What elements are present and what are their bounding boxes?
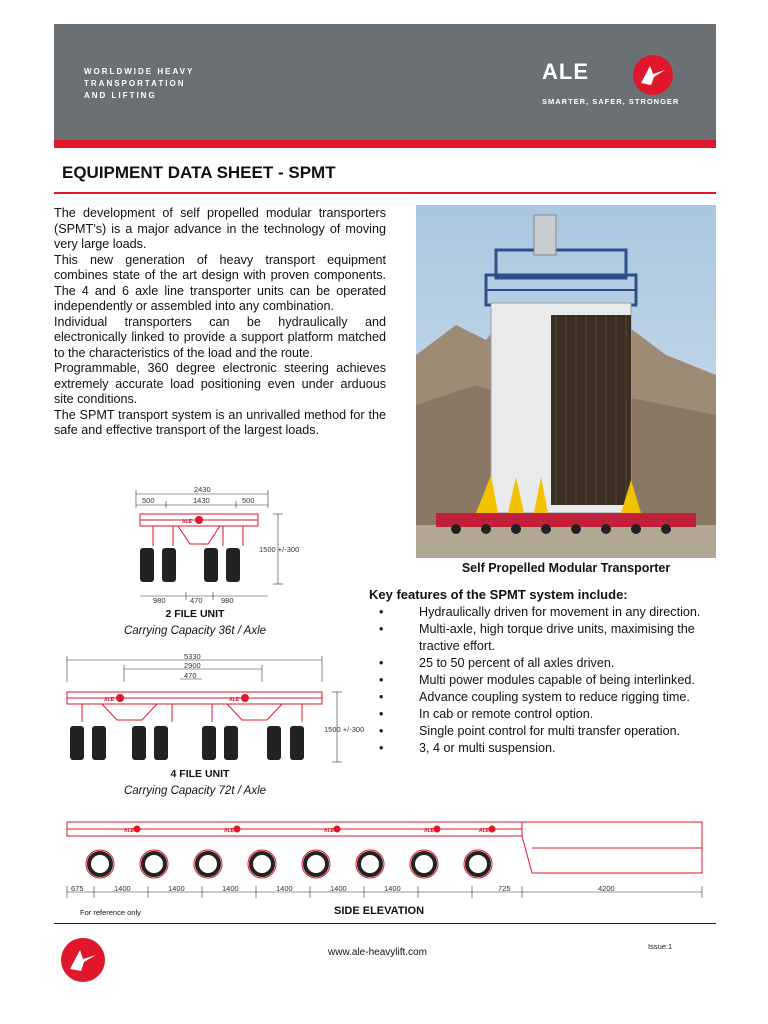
- four-file-unit-diagram: [62, 652, 372, 766]
- ale-logo-icon: [632, 54, 674, 96]
- photo-caption: Self Propelled Modular Transporter: [461, 561, 671, 575]
- dim-label: 675: [71, 884, 84, 893]
- company-tagline: WORLDWIDE HEAVY TRANSPORTATION AND LIFTING: [84, 67, 195, 100]
- side-elevation-diagram: [62, 818, 718, 902]
- list-item: • Multi-axle, high torque drive units, maximising the tractive effort.: [379, 622, 695, 653]
- dim-label: 1500 +/-300: [259, 545, 300, 554]
- bullet-icon: •: [379, 707, 384, 721]
- bullet-icon: •: [379, 622, 384, 636]
- intro-paragraph: The development of self propelled modular transporters (SPMT’s) is a major advance in the technology of moving very large loads.: [54, 206, 386, 251]
- dim-label: 1430: [193, 496, 210, 505]
- title-divider: [54, 192, 716, 194]
- ale-logo-icon: ALE: [424, 828, 434, 834]
- bullet-icon: •: [379, 741, 384, 755]
- dim-label: 1400: [330, 884, 347, 893]
- ale-logo-icon: ALE: [104, 697, 114, 703]
- dim-label: 500: [142, 496, 155, 505]
- intro-paragraph: Programmable, 360 degree electronic steering achieves extremely accurate load positioning even under arduous site conditions.: [54, 361, 386, 406]
- spmt-photo: [416, 205, 716, 558]
- reference-note: For reference only: [80, 908, 141, 917]
- dim-label: 1400: [222, 884, 239, 893]
- intro-paragraph: Individual transporters can be hydraulically and electronically linked to provide a support platform matched to the characteristics of the load and the route.: [54, 314, 386, 360]
- list-item: • Hydraulically driven for movement in any direction.: [379, 605, 701, 619]
- dim-label: 470: [184, 671, 197, 680]
- two-file-capacity: Carrying Capacity 36t / Axle: [123, 625, 267, 637]
- four-file-unit-label: 4 FILE UNIT: [170, 768, 230, 780]
- dim-label: 4200: [598, 884, 615, 893]
- dim-label: 1400: [276, 884, 293, 893]
- bullet-icon: •: [379, 690, 384, 704]
- list-item: • 3, 4 or multi suspension.: [379, 741, 556, 755]
- key-features-title: Key features of the SPMT system include:: [369, 587, 628, 602]
- header-accent-bar: [54, 140, 716, 148]
- footer-divider: [54, 923, 716, 924]
- ale-logo-icon: ALE: [224, 828, 234, 834]
- ale-logo-icon: ALE: [479, 828, 489, 834]
- dim-label: 2430: [194, 485, 211, 494]
- dim-label: 5330: [184, 652, 201, 661]
- ale-logo-icon: ALE: [124, 828, 134, 834]
- dim-label: 2900: [184, 661, 201, 670]
- logo-wordmark: ALE: [542, 59, 589, 84]
- key-features-list: [369, 604, 719, 757]
- dim-label: 980: [153, 596, 166, 605]
- dim-label: 1400: [168, 884, 185, 893]
- list-item: • Multi power modules capable of being interlinked.: [379, 673, 695, 687]
- website-link[interactable]: www.ale-heavylift.com: [328, 947, 427, 958]
- dim-label: 1400: [114, 884, 131, 893]
- dim-label: 980: [221, 596, 234, 605]
- side-elevation-label: SIDE ELEVATION: [334, 905, 425, 917]
- list-item: • 25 to 50 percent of all axles driven.: [379, 656, 615, 670]
- logo-slogan: SMARTER, SAFER, STRONGER: [542, 97, 680, 106]
- bullet-icon: •: [379, 673, 384, 687]
- intro-text: [54, 206, 386, 439]
- dim-label: 725: [498, 884, 511, 893]
- list-item: • Single point control for multi transfer operation.: [379, 724, 681, 738]
- ale-logo-icon: ALE: [324, 828, 334, 834]
- intro-paragraph: This new generation of heavy transport equipment combines state of the art design with proven components. The 4 and 6 axle line transporter units can be operated independently or assembled into any combination.: [54, 252, 386, 313]
- bullet-icon: •: [379, 656, 384, 670]
- dim-label: 500: [242, 496, 255, 505]
- two-file-unit-diagram: [118, 484, 318, 606]
- ale-logo-icon: ALE: [182, 519, 192, 525]
- issue-number: Issue:1: [648, 942, 673, 951]
- four-file-capacity: Carrying Capacity 72t / Axle: [123, 785, 267, 797]
- header-banner: [54, 24, 716, 140]
- list-item: • Advance coupling system to reduce rigging time.: [379, 690, 690, 704]
- bullet-icon: •: [379, 724, 384, 738]
- page-title: EQUIPMENT DATA SHEET - SPMT: [62, 163, 336, 182]
- dim-label: 1500 +/-300: [324, 725, 365, 734]
- dim-label: 1400: [384, 884, 401, 893]
- ale-logo-icon: ALE: [229, 697, 239, 703]
- two-file-unit-label: 2 FILE UNIT: [165, 608, 225, 620]
- ale-logo-icon: [60, 937, 106, 983]
- list-item: • In cab or remote control option.: [379, 707, 594, 721]
- bullet-icon: •: [379, 605, 384, 619]
- intro-paragraph: The SPMT transport system is an unrivalled method for the safe and effective transport of the largest loads.: [54, 407, 386, 437]
- dim-label: 470: [190, 596, 203, 605]
